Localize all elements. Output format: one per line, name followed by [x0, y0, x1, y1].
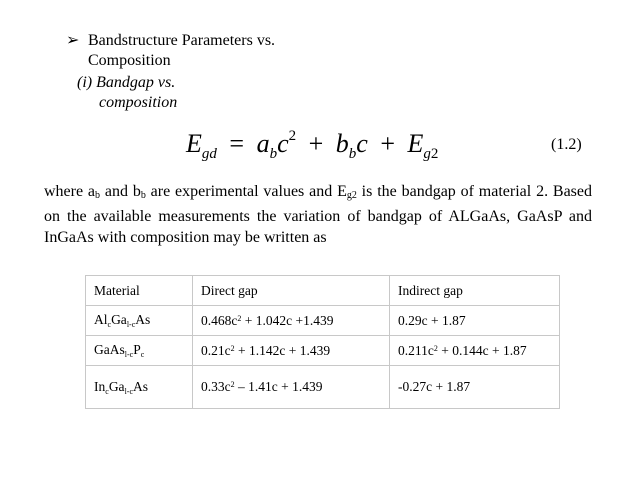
formula-exp: 2 [433, 343, 438, 353]
heading-line-1: Bandstructure Parameters vs. [88, 32, 276, 49]
eq-term-c1: c [277, 129, 289, 158]
formula-exp: 2 [230, 380, 235, 389]
table-row [86, 306, 560, 336]
equation-number: (1.2) [551, 136, 582, 153]
material-part: Al [94, 312, 108, 327]
header-indirect-gap: Indirect gap [390, 276, 560, 306]
eq-term-E: E [186, 129, 202, 158]
material-part: As [133, 378, 149, 394]
formula-exp: 2 [230, 343, 235, 353]
table-header-row [86, 276, 560, 306]
material-sub: c [105, 386, 109, 396]
bandgap-table [85, 275, 560, 409]
body-paragraph [44, 181, 592, 248]
para-text-3: are experimental values and E [145, 183, 347, 200]
subheading-line-2: composition [99, 94, 178, 111]
eq-term-b: b [335, 129, 349, 158]
material-part: P [133, 342, 141, 357]
formula-part: – 1.41c + 1.439 [234, 379, 323, 394]
table-row [86, 366, 560, 409]
material-cell [86, 306, 193, 336]
formula-part: 0.21c [201, 342, 231, 358]
section-heading [66, 31, 275, 71]
formula-part: + 0.144c + 1.87 [437, 342, 527, 358]
direct-gap-cell [193, 366, 390, 409]
formula-part: 0.29c + 1.87 [398, 312, 466, 328]
eq-sub-2: 2 [430, 146, 439, 162]
subheading [77, 73, 177, 113]
formula-part: 0.468c [201, 312, 238, 328]
eq-equals: = [229, 129, 245, 158]
eq-exponent: 2 [288, 128, 297, 144]
formula-part: 0.33c [201, 379, 231, 394]
subheading-line-1: (i) Bandgap vs. [77, 74, 176, 91]
material-part: Ga [111, 312, 127, 327]
table-row [86, 336, 560, 366]
material-part: As [135, 312, 151, 327]
para-text-1: where a [44, 183, 96, 200]
direct-gap-cell [193, 336, 390, 366]
material-sub: l-c [124, 386, 133, 396]
material-sub: c [107, 320, 112, 329]
indirect-gap-cell [390, 366, 560, 409]
material-part: In [94, 378, 106, 394]
material-cell [86, 336, 193, 366]
eq-sub-gd: gd [201, 146, 217, 162]
material-cell [86, 366, 193, 409]
eq-sub-g: g [423, 146, 431, 162]
eq-sub-b: b [348, 146, 357, 162]
eq-term-E2: E [407, 129, 424, 158]
indirect-gap-cell [390, 306, 560, 336]
material-sub: c [140, 350, 145, 359]
header-direct-gap: Direct gap [193, 276, 390, 306]
indirect-gap-cell [390, 336, 560, 366]
para-sub-2: b [140, 190, 146, 201]
para-sub-3: g2 [346, 190, 357, 201]
heading-line-2: Composition [88, 52, 171, 69]
eq-plus-1: + [308, 129, 324, 158]
material-part: GaAs [94, 342, 125, 357]
material-sub: l-c [124, 350, 134, 359]
eq-plus-2: + [380, 129, 395, 158]
formula-exp: 2 [237, 313, 242, 323]
para-text-4: is the bandgap of material 2. Based on the available measurements the variation of bandgap of ALGaAs, GaAsP and InGaAs with composition may be written as [44, 183, 593, 246]
eq-term-c2: c [356, 129, 368, 158]
eq-sub-a: b [269, 146, 278, 162]
formula-part: + 1.042c +1.439 [241, 312, 334, 328]
formula-part: + 1.142c + 1.439 [234, 342, 331, 358]
arrow-bullet-icon: ➢ [66, 32, 80, 49]
para-sub-1: b [95, 190, 101, 201]
bandgap-equation [186, 128, 438, 163]
para-text-2: and b [100, 183, 141, 200]
direct-gap-cell [193, 306, 390, 336]
header-material: Material [86, 276, 193, 306]
material-sub: l-c [126, 320, 136, 329]
material-part: Ga [108, 378, 125, 394]
formula-part: 0.211c [398, 342, 434, 358]
eq-term-a: a [256, 129, 270, 158]
formula-part: -0.27c + 1.87 [398, 379, 471, 394]
